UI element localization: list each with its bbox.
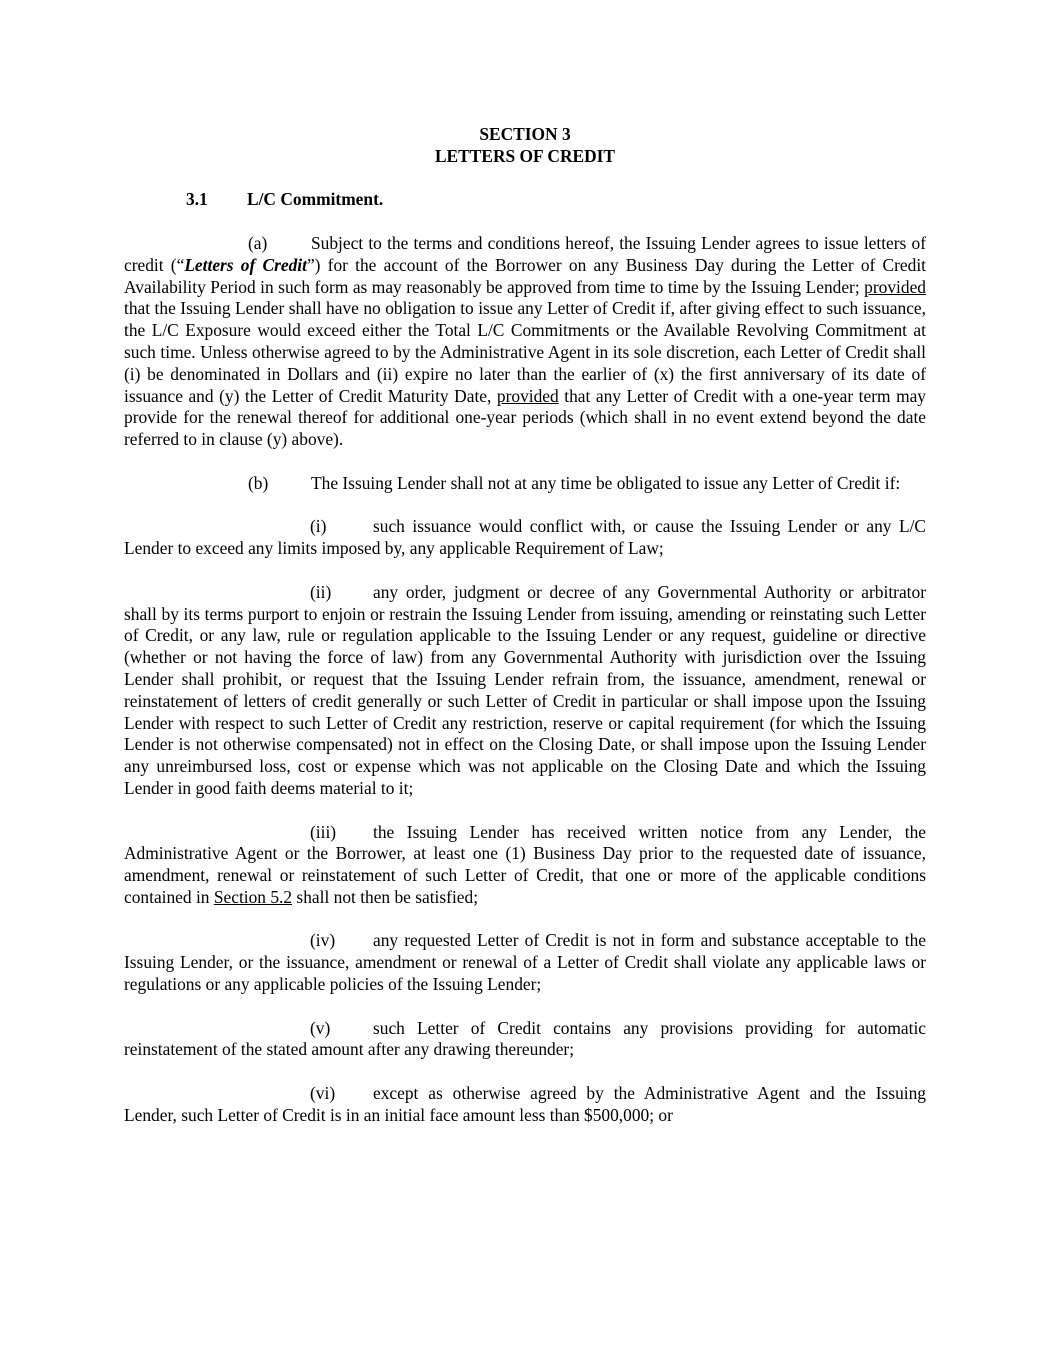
section-title: LETTERS OF CREDIT xyxy=(434,145,616,166)
provided-term-1: provided xyxy=(864,276,926,297)
list-item-iv-text: any requested Letter of Credit is not in form and substance acceptable to the Issuing Lender, or the issuance, amendment or renewal of a Letter of Credit shall violate any applicable laws or regulations or any applicable policies of the Issuing Lender; xyxy=(124,930,926,995)
list-item-iv-label: (iv) xyxy=(310,930,336,951)
subsection-title: L/C Commitment. xyxy=(247,189,384,210)
list-item-i-text: such issuance would conflict with, or cause the Issuing Lender or any L/C Lender to exceed any limits imposed by, any applicable Requirement of Law; xyxy=(124,516,926,559)
paragraph-a-text-2: ”) for the account of the Borrower on any Business Day during the Letter of Credit Availability Period in such form as may reasonably be approved from time to time by the Issuing Lender; xyxy=(124,254,926,297)
defined-term-letters-of-credit: Letters of Credit xyxy=(184,254,307,275)
list-item-ii xyxy=(124,582,926,800)
list-item-iii-label: (iii) xyxy=(310,821,337,842)
paragraph-a xyxy=(124,233,926,451)
paragraph-a-text-3: that the Issuing Lender shall have no obligation to issue any Letter of Credit if, after giving effect to such issuance, the L/C Exposure would exceed either the Total L/C Commitments or the Available Revolving Commitment at such time. Unless otherwise agreed to by the Administrative Agent in its sole discretion, each Letter of Credit shall (i) be denominated in Dollars and (ii) expire no later than the earlier of (x) the first anniversary of its date of issuance and (y) the Letter of Credit Maturity Date, xyxy=(124,298,926,406)
subsection-heading xyxy=(124,189,926,211)
list-item-iv xyxy=(124,930,926,995)
document-page xyxy=(124,124,926,1127)
list-item-iii-text-2: shall not then be satisfied; xyxy=(292,886,479,907)
list-item-v-text: such Letter of Credit contains any provisions providing for automatic reinstatement of the stated amount after any drawing thereunder; xyxy=(124,1017,926,1060)
paragraph-a-label: (a) xyxy=(248,232,268,253)
list-item-vi-label: (vi) xyxy=(310,1083,336,1104)
subsection-number: 3.1 xyxy=(186,189,208,210)
list-item-ii-label: (ii) xyxy=(310,581,332,602)
list-item-iii xyxy=(124,822,926,909)
list-item-i xyxy=(124,516,926,560)
paragraph-b xyxy=(124,473,926,495)
provided-term-2: provided xyxy=(496,385,559,406)
list-item-i-label: (i) xyxy=(310,516,327,537)
list-item-vi-text: except as otherwise agreed by the Administrative Agent and the Issuing Lender, such Letter of Credit is in an initial face amount less than $500,000; or xyxy=(124,1083,926,1125)
paragraph-b-label: (b) xyxy=(248,472,269,493)
list-item-vi xyxy=(124,1083,926,1127)
section-5-2-reference: Section 5.2 xyxy=(213,886,293,907)
list-item-v-label: (v) xyxy=(310,1017,331,1038)
list-item-ii-text: any order, judgment or decree of any Governmental Authority or arbitrator shall by its terms purport to enjoin or restrain the Issuing Lender from issuing, amending or reinstating such Letter of Credit, or any law, rule or regulation applicable to the Issuing Lender or any request, guideline or directive (whether or not having the force of law) from any Governmental Authority with jurisdiction over the Issuing Lender shall prohibit, or request that the Issuing Lender refrain from, the issuance, amendment, renewal or reinstatement of letters of credit generally or such Letter of Credit in particular or shall impose upon the Issuing Lender with respect to such Letter of Credit any restriction, reserve or capital requirement (for which the Issuing Lender is not otherwise compensated) not in effect on the Closing Date, or shall impose upon the Issuing Lender any unreimbursed loss, cost or expense which was not applicable on the Closing Date and which the Issuing Lender in good faith deems material to it; xyxy=(124,581,926,798)
section-number: SECTION 3 xyxy=(479,124,571,144)
list-item-iii-text-1: the Issuing Lender has received written notice from any Lender, the Administrative Agent or the Borrower, at least one (1) Business Day prior to the requested date of issuance, amendment, renewal or reinstatement of such Letter of Credit, that one or more of the applicable conditions contained in xyxy=(124,821,926,907)
list-item-v xyxy=(124,1018,926,1062)
paragraph-b-text: The Issuing Lender shall not at any time be obligated to issue any Letter of Credit if: xyxy=(311,472,901,493)
paragraph-a-text-1: Subject to the terms and conditions hereof, the Issuing Lender agrees to issue letters of credit (“ xyxy=(124,232,926,275)
paragraph-a-text-4: that any Letter of Credit with a one-year term may provide for the renewal thereof for additional one-year periods (which shall in no event extend beyond the date referred to in clause (y) above). xyxy=(124,385,927,450)
